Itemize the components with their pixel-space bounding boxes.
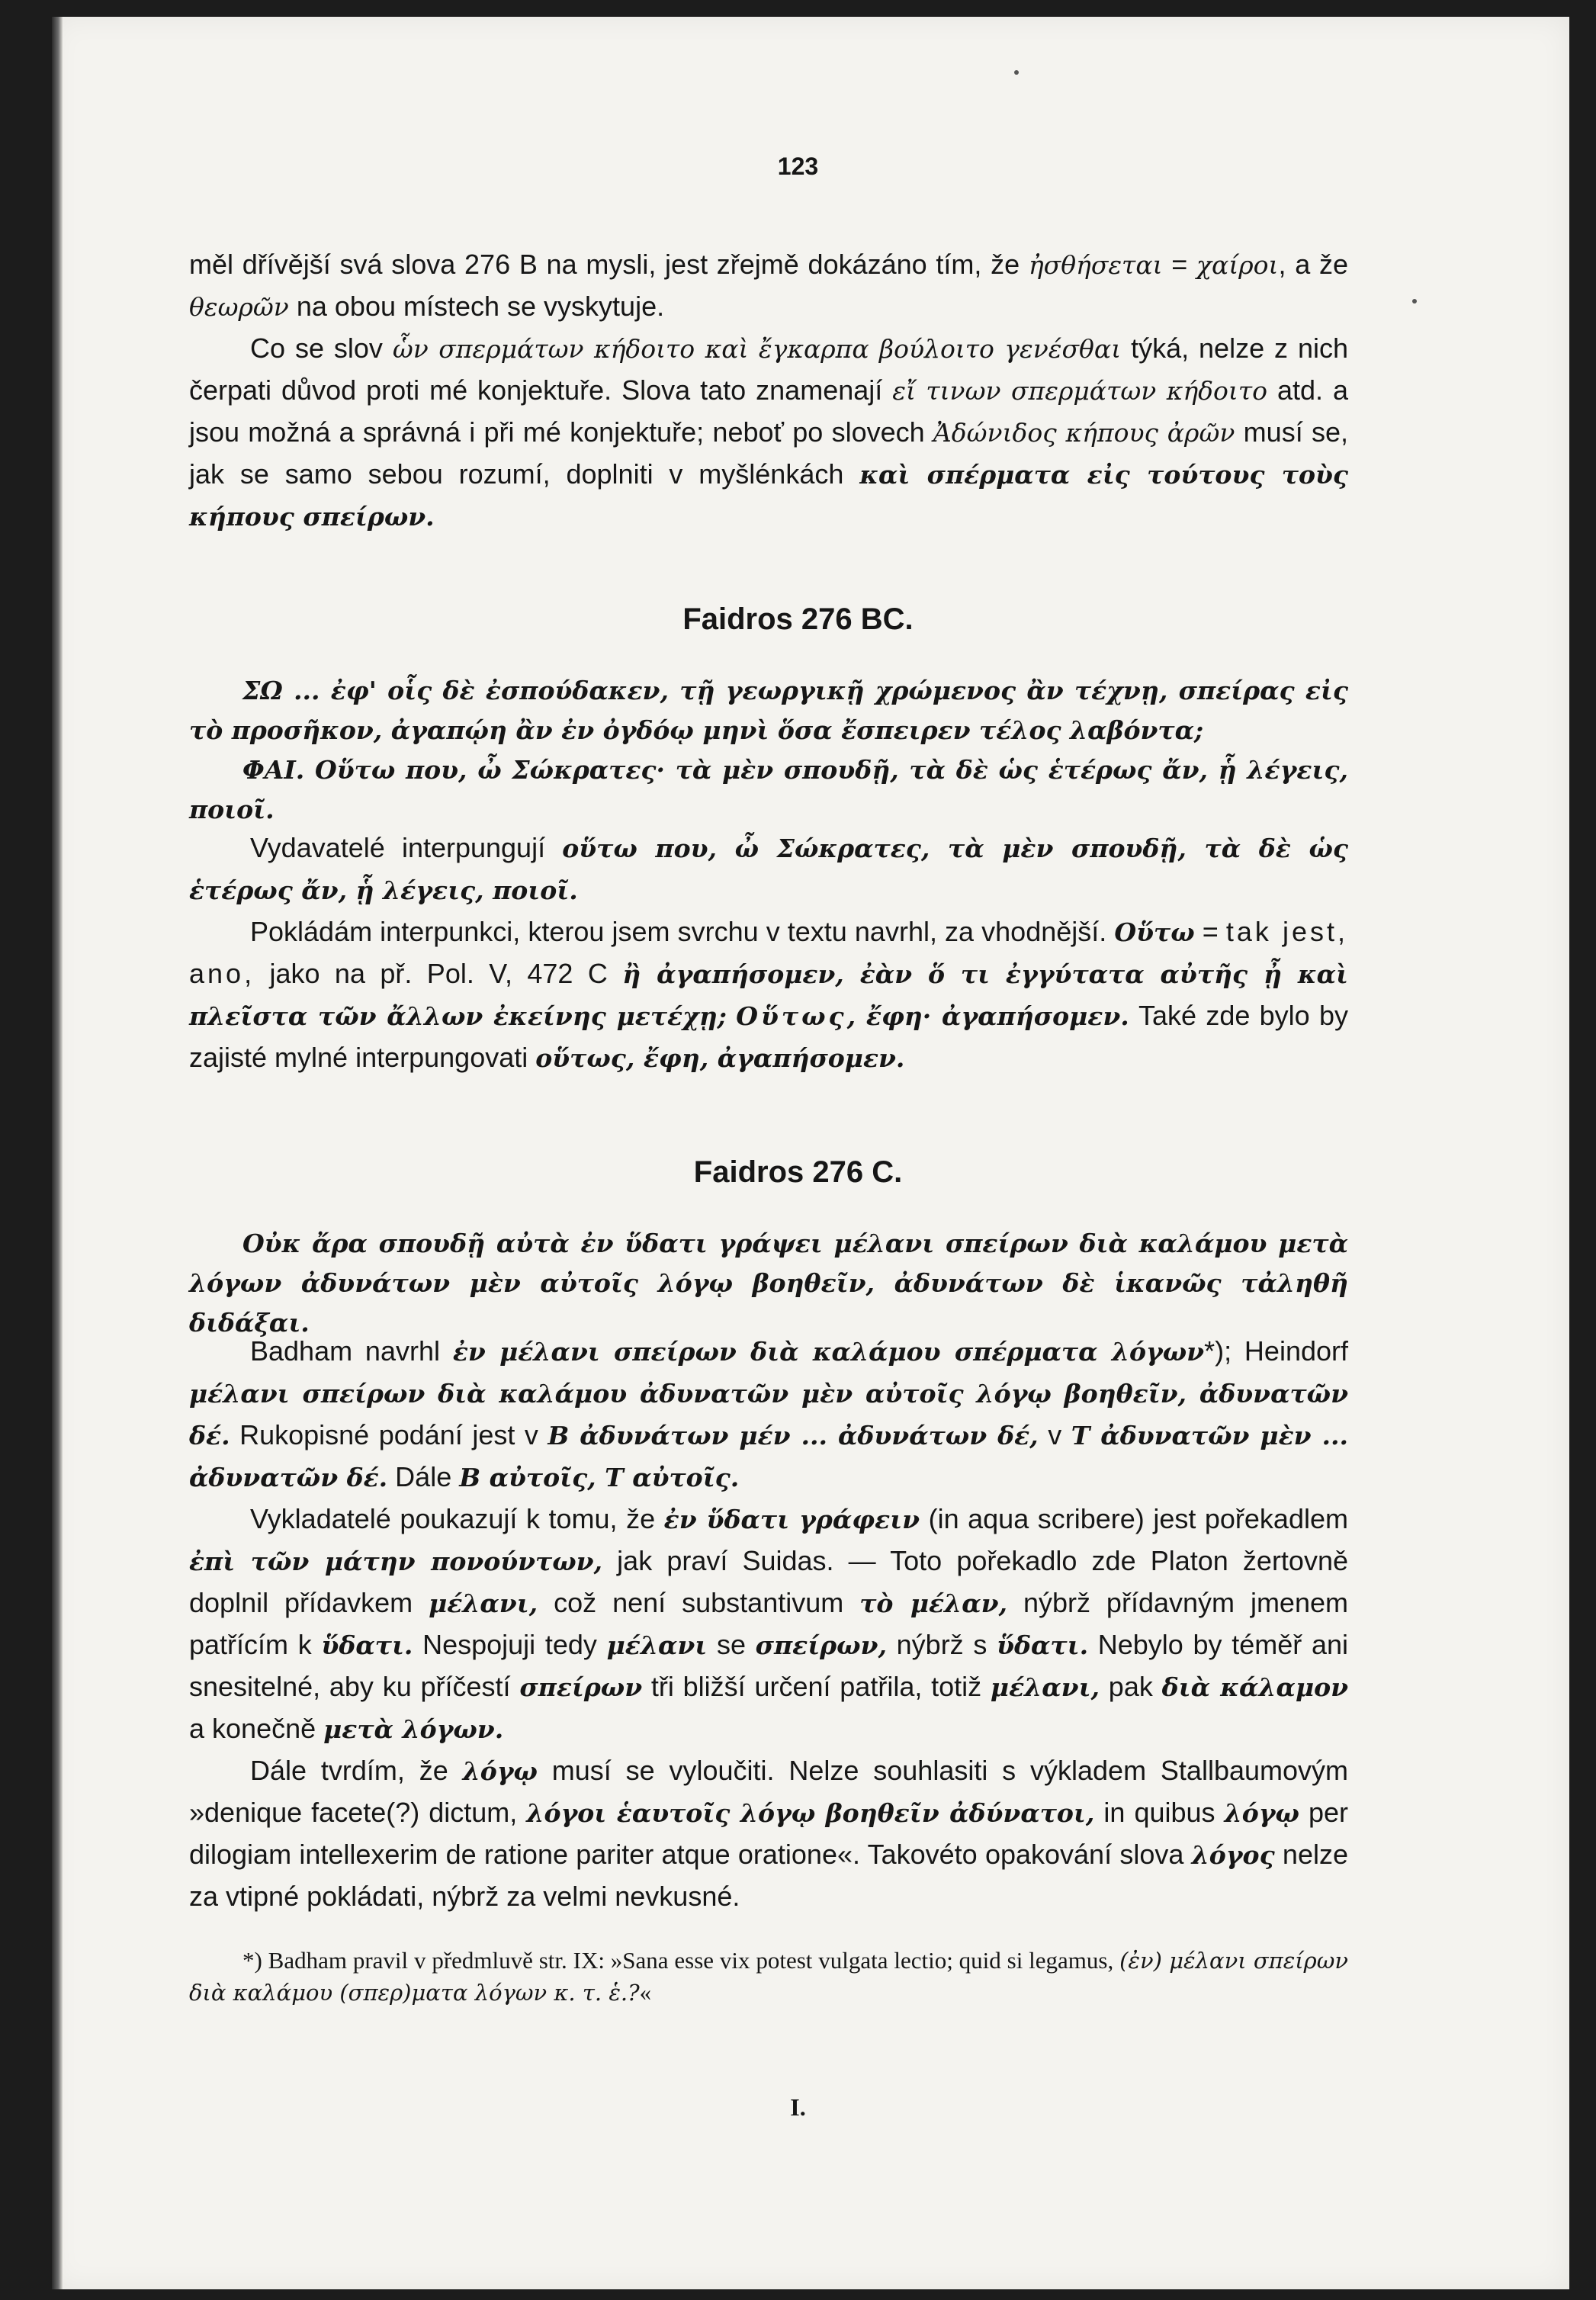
text-run: Vykladatelé poukazují k tomu, že xyxy=(250,1503,664,1534)
greek-phrase: Ἀδώνιδος κήπους ἀρῶν xyxy=(933,418,1235,448)
paragraph-block-3 xyxy=(189,1331,1348,1917)
greek-phrase: μέλανι, xyxy=(990,1672,1100,1702)
text-run: Vydavatelé interpungují xyxy=(250,832,563,863)
text-run: Dále tvrdím, že xyxy=(250,1755,463,1786)
greek-phrase: οὕτως, ἔφη, ἀγαπήσομεν. xyxy=(535,1043,905,1073)
text-run: týká, nelze z nich čerpati důvod proti mé konjektuře. Slova tato znamenají xyxy=(189,332,1349,406)
text-run: atd. a jsou možná a správná i při mé konjektuře; neboť po slovech xyxy=(189,374,1348,448)
text-run: in quibus xyxy=(1094,1797,1225,1828)
text-run: nýbrž přídavným jmenem patřícím k xyxy=(189,1587,1348,1660)
text-run: « xyxy=(639,1979,652,2006)
greek-quote-line-1 xyxy=(189,671,1348,750)
paragraph-3 xyxy=(189,827,1348,911)
greek-phrase: ὧν σπερμάτων κήδοιτο καὶ ἔγκαρπα βούλοιτο γενέσθαι xyxy=(392,334,1122,364)
text-run: jak praví Suidas. — Toto pořekadlo zde Platon žertovně doplnil přídavkem xyxy=(189,1545,1348,1618)
paragraph-block-2 xyxy=(189,827,1348,1079)
greek-phrase: μετὰ λόγων. xyxy=(323,1714,504,1744)
greek-phrase: λόγῳ xyxy=(1224,1798,1299,1828)
printer-signature-mark: I. xyxy=(790,2093,806,2121)
text-run: Nebylo by téměř ani snesitelné, aby ku příčestí xyxy=(189,1629,1349,1702)
greek-phrase: χαίροι xyxy=(1196,250,1279,280)
greek-phrase: ἐν μέλανι σπείρων διὰ καλάμου σπέρματα λόγων xyxy=(452,1337,1205,1367)
text-run: = xyxy=(1194,916,1226,947)
greek-phrase: λόγοι ἑαυτοῖς λόγῳ βοηθεῖν ἀδύνατοι, xyxy=(526,1798,1095,1828)
greek-phrase: Οὕτως xyxy=(736,1001,847,1031)
text-run: nýbrž s xyxy=(886,1629,997,1660)
greek-phrase: θεωρῶν xyxy=(189,292,289,322)
paragraph-6 xyxy=(189,1499,1348,1750)
greek-quote-1 xyxy=(189,671,1348,830)
text-run: měl dřívější svá slova 276 B na mysli, jest zřejmě dokázáno tím, že xyxy=(189,249,1029,280)
text-run: = xyxy=(1171,249,1197,280)
greek-phrase: λόγῳ xyxy=(462,1756,538,1786)
paragraph-1 xyxy=(189,244,1348,328)
spaced-text: tak jest, ano, xyxy=(189,916,1348,989)
text-run: a konečně xyxy=(189,1713,324,1744)
text-run: na obou místech se vyskytuje. xyxy=(288,291,665,322)
text-run: což není substantivum xyxy=(538,1587,860,1618)
text-run: *) Badham pravil v předmluvě str. IX: »Sana esse vix potest vulgata lectio; quid si legamus, xyxy=(242,1947,1120,1974)
text-run: nelze za vtipné pokládati, nýbrž za velmi nevkusné. xyxy=(189,1839,1348,1912)
text-run: musí se, jak se samo sebou rozumí, doplniti v myšlénkách xyxy=(189,416,1348,490)
greek-phrase: T ἀδυνατῶν μὲν ... ἀδυνατῶν δέ. xyxy=(189,1421,1348,1492)
greek-quote-2 xyxy=(189,1224,1348,1343)
footnote xyxy=(189,1945,1348,2009)
greek-phrase: μέλανι σπείρων διὰ καλάμου ἀδυνατῶν μὲν αὐτοῖς λόγῳ βοηθεῖν, ἀδυνατῶν δέ. xyxy=(189,1379,1348,1450)
greek-phrase: καὶ σπέρματα εἰς τούτους τοὺς κήπους σπείρων. xyxy=(189,460,1348,532)
paragraph-4 xyxy=(189,911,1348,1079)
greek-phrase: σπείρων, xyxy=(755,1630,887,1660)
text-run: Pokládám interpunkci, kterou jsem svrchu v textu navrhl, za vhodnější. xyxy=(250,916,1107,947)
scan-speck xyxy=(1014,70,1019,75)
paragraph-block-1 xyxy=(189,244,1348,538)
page-gutter-edge xyxy=(52,17,63,2289)
greek-phrase: (ἐν) μέλανι σπείρων διὰ καλάμου (σπερ)ματα λόγων κ. τ. ἑ.? xyxy=(189,1948,1348,2006)
page-number: 123 xyxy=(777,153,819,180)
greek-phrase: οὕτω που, ὦ Σώκρατες, τὰ μὲν σπουδῇ, τὰ δὲ ὡς ἑτέρως ἄν, ᾗ λέγεις, ποιοῖ. xyxy=(189,834,1349,905)
text-run: per dilogiam intellexerim de ratione pariter atque oratione«. Takovéto opakování slova xyxy=(189,1797,1348,1870)
scan-speck xyxy=(1412,299,1417,304)
section-heading-1: Faidros 276 BC. xyxy=(682,602,914,636)
greek-phrase: ἐν ὕδατι γράφειν xyxy=(663,1505,920,1534)
greek-phrase: , ἔφη· ἀγαπήσομεν. xyxy=(846,1001,1129,1031)
greek-quote-text: Οὐκ ἄρα σπουδῇ αὐτὰ ἐν ὕδατι γράψει μέλανι σπείρων διὰ καλάμου μετὰ λόγων ἀδυνάτων μὲν αὐτοῖς λόγῳ βοηθεῖν, ἀδυνάτων δὲ ἱκανῶς τἀληθῆ διδάξαι. xyxy=(189,1229,1348,1338)
text-run: tři bližší určení patřila, totiž xyxy=(642,1671,991,1702)
greek-phrase: λόγος xyxy=(1191,1840,1275,1870)
text-run: pak xyxy=(1100,1671,1162,1702)
greek-phrase: B αὐτοῖς, T αὐτοῖς. xyxy=(459,1463,740,1492)
text-run: Co se slov xyxy=(250,332,393,364)
greek-phrase: B ἀδυνάτων μέν ... ἀδυνάτων δέ, xyxy=(548,1421,1039,1450)
text-run: Nespojuji tedy xyxy=(413,1629,607,1660)
text-run: Také zde bylo by zajisté mylné interpungovati xyxy=(189,1000,1348,1073)
greek-phrase: ἢ ἀγαπήσομεν, ἐὰν ὅ τι ἐγγύτατα αὐτῆς ᾖ καὶ πλεῖστα τῶν ἄλλων ἐκείνης μετέχῃ; xyxy=(189,959,1348,1031)
speaker-label: ΣΩ xyxy=(242,676,283,705)
section-heading-2: Faidros 276 C. xyxy=(693,1155,903,1189)
text-run: ; Heindorf xyxy=(1224,1335,1349,1367)
greek-quote-text: Οὕτω που, ὦ Σώκρατες· τὰ μὲν σπουδῇ, τὰ δὲ ὡς ἑτέρως ἄν, ᾗ λέγεις, ποιοῖ. xyxy=(189,755,1348,824)
text-run: (in aqua scribere) jest pořekadlem xyxy=(920,1503,1348,1534)
text-run: Badham navrhl xyxy=(250,1335,453,1367)
greek-phrase: μέλανι, xyxy=(429,1588,538,1618)
footnote-marker: *) xyxy=(1204,1335,1225,1367)
greek-phrase: τὸ μέλαν, xyxy=(859,1588,1007,1618)
text-run: jako na př. Pol. V, 472 C xyxy=(255,958,623,989)
footnote-block xyxy=(189,1945,1348,2009)
text-run: Rukopisné podání jest v xyxy=(230,1419,548,1450)
greek-phrase: σπείρων xyxy=(519,1672,643,1702)
greek-phrase: ἐπὶ τῶν μάτην πονούντων, xyxy=(189,1547,603,1576)
greek-phrase: διὰ κάλαμον xyxy=(1161,1672,1349,1702)
greek-quote-line-2 xyxy=(189,750,1348,830)
greek-phrase: μέλανι xyxy=(606,1630,708,1660)
greek-phrase: ἠσθήσεται xyxy=(1028,250,1163,280)
text-run: v xyxy=(1038,1419,1071,1450)
text-run: musí se vyloučiti. Nelze souhlasiti s výkladem Stallbaumovým »denique facete(?) dictum, xyxy=(189,1755,1349,1828)
greek-phrase: ὕδατι. xyxy=(321,1630,413,1660)
greek-phrase: εἴ τινων σπερμάτων κήδοιτο xyxy=(892,376,1267,406)
paragraph-7 xyxy=(189,1750,1348,1917)
text-run: se xyxy=(707,1629,756,1660)
speaker-label: ΦΑΙ. xyxy=(242,755,305,785)
greek-quote-text: ... ἐφ' οἷς δὲ ἐσπούδακεν, τῇ γεωργικῇ χρώμενος ἂν τέχνῃ, σπείρας εἰς τὸ προσῆκον, ἀγαπῴη ἂν ἐν ὀγδόῳ μηνὶ ὅσα ἔσπειρεν τέλος λαβόντα; xyxy=(189,676,1348,745)
text-run: , a že xyxy=(1278,249,1348,280)
greek-phrase: ὕδατι. xyxy=(997,1630,1089,1660)
greek-phrase: Οὕτω xyxy=(1114,917,1195,947)
paragraph-2 xyxy=(189,328,1348,538)
paragraph-5 xyxy=(189,1331,1348,1499)
text-run: Dále xyxy=(387,1461,460,1492)
